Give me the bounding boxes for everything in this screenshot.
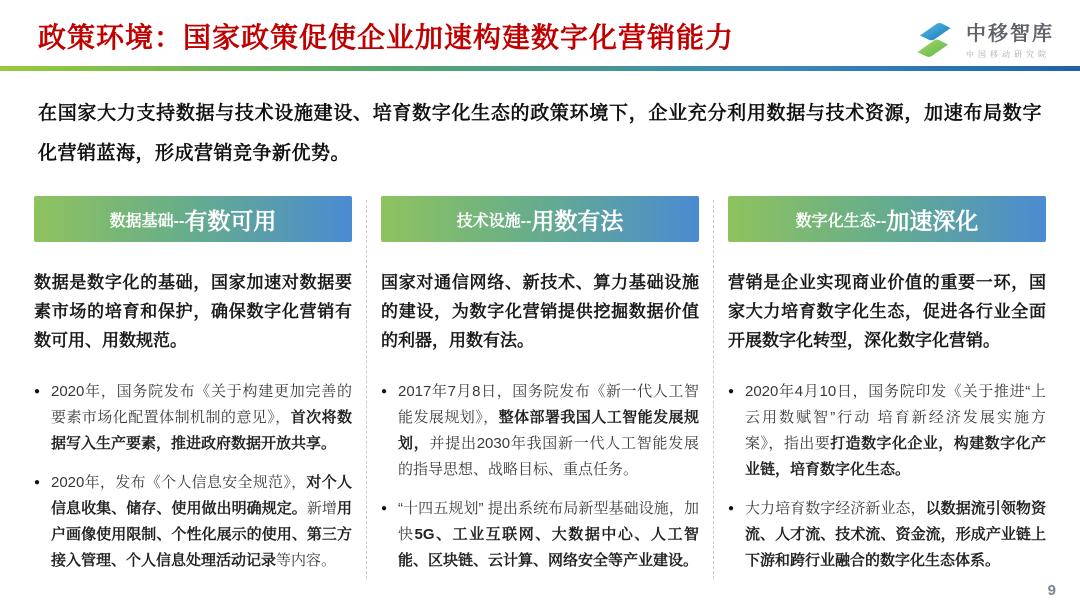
brand-logo [909,14,1054,62]
bullet-text: 大力培育数字经济新业态， [745,500,926,517]
bullet-text: 2020年，国务院发布《关于构建更加完善的要素市场化配置体制机制的意见》， [51,383,352,426]
logo-text [966,17,1054,60]
bullet-item [34,379,352,457]
columns-row [0,196,1080,587]
bullet-text: 新增 [306,500,337,517]
policy-column-3 [728,196,1046,587]
bullet-item [381,496,699,574]
gradient-divider [0,66,1080,71]
policy-column-2 [381,196,699,587]
bullet-item [728,379,1046,483]
bullet-item [381,379,699,483]
bullet-text: 2020年4月10日，国务院印发《关于推进“上云用数赋智”行动 培育新经济发展实施方案》，指出要 [745,383,1046,452]
page-title: 政策环境：国家政策促使企业加速构建数字化营销能力 [38,22,735,53]
column-header-slogan: 有数可用 [184,207,277,234]
slide-header [0,0,1080,66]
column-header [728,196,1046,242]
column-header [34,196,352,242]
bullet-item [34,470,352,574]
column-bullet-list [728,379,1046,574]
bullet-emphasis: 以数据流引领物资流、人才流、技术流、资金流，形成产业链上下游和跨行业融合的数字化生态体系。 [745,500,1046,569]
column-summary: 营销是企业实现商业价值的重要一环，国家大力培育数字化生态，促进各行业全面开展数字化转型，深化数字化营销。 [728,273,1046,350]
column-header [381,196,699,242]
bullet-text: 2020年，发布《个人信息安全规范》， [51,474,307,491]
bullet-text: 等内容。 [276,552,337,569]
column-bullet-list [34,379,352,574]
bullet-item [728,496,1046,574]
column-summary: 国家对通信网络、新技术、算力基础设施的建设，为数字化营销提供挖掘数据价值的利器，用数有法。 [381,273,699,350]
policy-column-1 [34,196,352,587]
bullet-emphasis: 5G、工业互联网、大数据中心、人工智能、区块链、云计算、网络安全等产业建设。 [398,526,699,569]
column-divider [713,200,714,579]
column-divider [366,200,367,579]
column-header-topic: 数据基础-- [109,212,185,230]
logo-subtitle: 中国移动研究院 [966,49,1050,59]
bullet-emphasis: 打造数字化企业，构建数字化产业链，培育数字化生态。 [745,435,1046,478]
bullet-text: “十四五规划” 提出系统布局新型基础设施，加快 [398,500,699,543]
page-number: 9 [1047,582,1056,599]
logo-name: 中移智库 [966,22,1054,45]
bullet-text: 2017年7月8日，国务院发布《新一代人工智能发展规划》， [398,383,699,426]
bullet-text: 并提出2030年我国新一代人工智能发展的指导思想、战略目标、重点任务。 [398,435,699,478]
bullet-emphasis: 对个人信息收集、储存、使用做出明确规定。 [51,474,352,517]
column-header-topic: 数字化生态-- [795,212,887,230]
bullet-emphasis: 首次将数据写入生产要素，推进政府数据开放共享。 [51,409,352,452]
column-bullet-list [381,379,699,574]
slide-intro: 在国家大力支持数据与技术设施建设、培育数字化生态的政策环境下，企业充分利用数据与技术资源，加速布局数字化营销蓝海，形成营销竞争新优势。 [38,103,1042,164]
column-header-slogan: 加速深化 [886,207,979,234]
column-header-topic: 技术设施-- [456,212,532,230]
bullet-emphasis: 整体部署我国人工智能发展规划， [398,409,699,452]
column-summary: 数据是数字化的基础，国家加速对数据要素市场的培育和保护，确保数字化营销有数可用、用数规范。 [34,273,352,350]
bullet-emphasis: 用户画像使用限制、个性化展示的使用、第三方接入管理、个人信息处理活动记录 [51,500,352,569]
column-header-slogan: 用数有法 [531,207,624,234]
logo-mark-icon [909,14,959,62]
